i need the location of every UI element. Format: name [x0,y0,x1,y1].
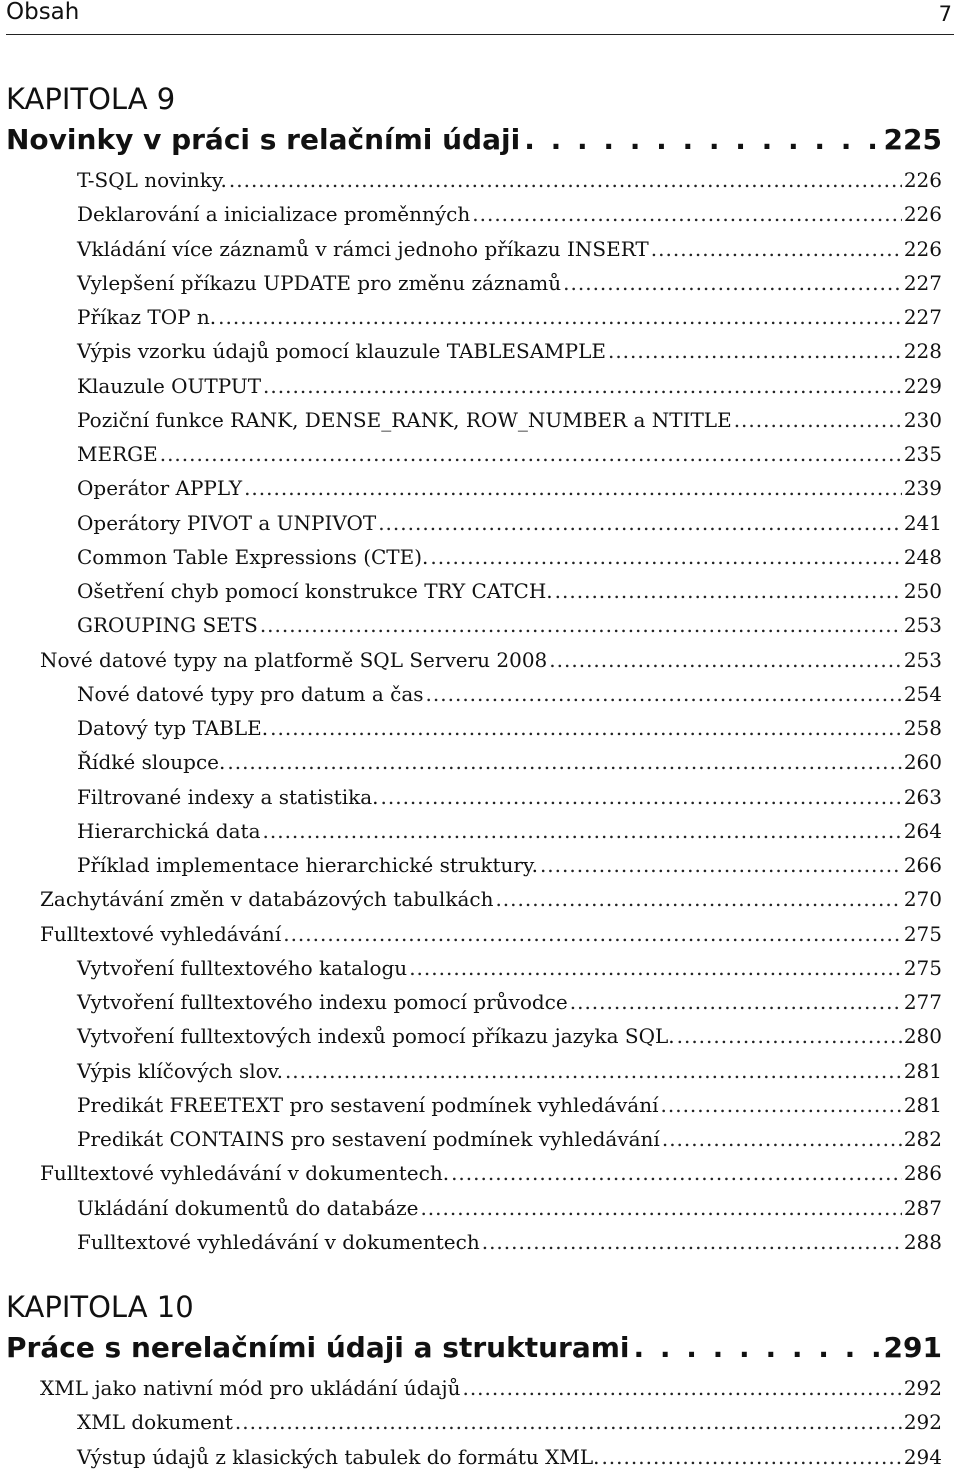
toc-entry-title: Příklad implementace hierarchické struktury. [77,853,538,877]
dot-leader [263,374,902,398]
toc-entry-title: Výstup údajů z klasických tabulek do formátu XML. [77,1444,600,1469]
toc-entry[interactable] [77,476,942,506]
toc-entry-page: 270 [903,887,942,912]
toc-entry-page: 254 [903,681,942,706]
toc-entry[interactable] [77,853,942,883]
toc-entry-title: Řídké sloupce. [77,750,226,775]
toc-entry-page: 229 [903,373,942,398]
page-header [0,0,960,36]
dot-leader [540,853,902,877]
dot-leader [430,545,901,569]
toc-entry[interactable] [77,785,942,815]
toc-entry-title: Klauzule OUTPUT [77,373,262,398]
toc-entry-title: Deklarování a inicializace proměnných [77,202,471,227]
toc-entry-title: Zachytávání změn v databázových tabulkách [40,887,494,912]
toc-entry[interactable] [77,168,942,198]
toc-entry-title: Datový typ TABLE. [77,716,269,740]
toc-entry[interactable] [40,1161,942,1191]
dot-leader [227,750,901,774]
toc-entry-page: 226 [903,202,942,227]
dot-leader [563,271,902,295]
toc-entry[interactable] [77,237,942,267]
dot-leader [420,1196,901,1220]
dot-leader [426,682,902,706]
dot-leader [218,305,902,329]
chapter-title-row[interactable] [6,123,942,163]
dot-leader [229,168,902,192]
toc-entry-title: Fulltextové vyhledávání v dokumentech. [40,1161,450,1186]
toc-entry-page: 281 [903,1092,942,1117]
toc-entry-page: 253 [903,613,942,638]
toc-entry-title: Ukládání dokumentů do databáze [77,1195,419,1220]
toc-entry-page: 248 [903,544,942,569]
toc-entry-title: Fulltextové vyhledávání [40,921,282,946]
toc-entry[interactable] [40,887,942,917]
dot-leader [409,956,902,980]
chapter-title: Práce s nerelačními údaji a strukturami [6,1331,630,1364]
toc-entry[interactable] [77,1230,942,1260]
toc-entry-title: Vylepšení příkazu UPDATE pro změnu záznamů [77,270,562,295]
toc-entry-title: Predikát FREETEXT pro sestavení podmínek vyhledávání [77,1092,659,1117]
toc-entry[interactable] [40,648,942,678]
dot-leader [270,716,902,740]
dot-leader [263,819,902,843]
toc-entry-page: 258 [903,716,942,740]
toc-entry-title: Operátory PIVOT a UNPIVOT [77,510,377,535]
toc-entry[interactable] [77,990,942,1020]
toc-entry-title: Nové datové typy pro datum a čas [77,681,424,706]
dot-leader [524,123,879,156]
toc-entry[interactable] [77,1127,942,1157]
dot-leader [160,442,902,466]
chapter-page-number: 225 [883,123,942,156]
toc-entry[interactable] [77,1196,942,1226]
dot-leader [634,1331,880,1364]
toc-entry[interactable] [77,1445,942,1475]
toc-entry-page: 230 [903,407,942,432]
dot-leader [734,408,902,432]
toc-entry[interactable] [77,579,942,609]
dot-leader [451,1161,902,1185]
toc-entry-page: 282 [903,1127,942,1151]
chapter-label: KAPITOLA 9 [6,82,176,116]
toc-entry-page: 253 [903,647,942,672]
dot-leader [495,887,901,911]
toc-entry-page: 241 [903,510,942,535]
toc-entry-title: Operátor APPLY [77,476,243,501]
dot-leader [472,202,902,226]
toc-entry-title: Poziční funkce RANK, DENSE_RANK, ROW_NUMBER a NTITLE [77,407,732,432]
toc-entry[interactable] [77,819,942,849]
toc-entry[interactable] [77,750,942,780]
toc-entry-page: 227 [903,305,942,329]
toc-entry-page: 275 [903,955,942,980]
dot-leader [235,1410,902,1434]
toc-entry-title: Filtrované indexy a statistika. [77,784,379,809]
toc-entry-page: 275 [903,921,942,946]
dot-leader [244,476,902,500]
dot-leader [677,1024,902,1048]
toc-entry-title: Predikát CONTAINS pro sestavení podmínek vyhledávání [77,1127,660,1151]
toc-entry-page: 227 [903,270,942,295]
dot-leader [378,511,902,535]
toc-entry-title: XML jako nativní mód pro ukládání údajů [40,1376,461,1400]
toc-entry-title: GROUPING SETS [77,613,258,638]
toc-entry-page: 292 [903,1376,942,1400]
toc-entry-title: XML dokument [77,1410,233,1435]
dot-leader [661,1093,902,1117]
toc-entry-page: 226 [903,236,942,261]
dot-leader [662,1127,902,1151]
dot-leader [549,648,902,672]
toc-entry-page: 281 [903,1058,942,1083]
toc-entry-title: Hierarchická data [77,818,261,843]
page-number: 7 [938,2,952,26]
dot-leader [601,1445,901,1469]
toc-entry[interactable] [77,271,942,301]
toc-entry-title: Fulltextové vyhledávání v dokumentech [77,1229,480,1254]
toc-entry[interactable] [77,1059,942,1089]
toc-entry-page: 226 [903,168,942,192]
toc-entry[interactable] [77,613,942,643]
toc-entry-page: 277 [903,990,942,1014]
toc-entry[interactable] [40,1376,942,1406]
toc-entry[interactable] [77,545,942,575]
toc-entry-title: Nové datové typy na platformě SQL Serveru 2008 [40,647,548,672]
toc-entry-page: 288 [903,1229,942,1254]
toc-entry-page: 260 [903,750,942,775]
toc-entry-title: Příkaz TOP n. [77,305,217,329]
toc-entry[interactable] [77,408,942,438]
toc-entry[interactable] [77,202,942,232]
toc-entry-page: 266 [903,853,942,877]
toc-entry[interactable] [77,1024,942,1054]
toc-entry-title: Výpis vzorku údajů pomocí klauzule TABLESAMPLE [77,339,606,364]
toc-entry[interactable] [77,374,942,404]
toc-entry-title: MERGE [77,442,158,466]
chapter-title-row[interactable] [6,1331,942,1371]
toc-entry-page: 287 [903,1195,942,1220]
toc-entry-title: Výpis klíčových slov. [77,1058,283,1083]
toc-entry-page: 286 [903,1161,942,1186]
chapter-title: Novinky v práci s relačními údaji [6,123,521,156]
header-title: Obsah [6,0,80,25]
chapter-label: KAPITOLA 10 [6,1290,194,1324]
dot-leader [555,579,902,603]
dot-leader [482,1230,902,1254]
dot-leader [283,922,902,946]
toc-entry-page: 228 [903,339,942,364]
toc-entry-title: Vytvoření fulltextového indexu pomocí průvodce [77,990,568,1014]
dot-leader [651,237,902,261]
toc-entry-page: 250 [903,579,942,603]
header-rule [6,34,954,35]
chapter-page-number: 291 [883,1331,942,1364]
toc-entry[interactable] [77,442,942,472]
toc-entry-title: Common Table Expressions (CTE). [77,544,429,569]
dot-leader [260,613,902,637]
dot-leader [462,1376,901,1400]
toc-entry-page: 264 [903,818,942,843]
toc-entry[interactable] [77,305,942,335]
toc-entry[interactable] [77,716,942,746]
toc-entry[interactable] [77,339,942,369]
toc-entry-page: 280 [903,1024,942,1049]
toc-entry[interactable] [77,682,942,712]
toc-entry-title: Ošetření chyb pomocí konstrukce TRY CATCH. [77,579,553,603]
toc-entry-page: 235 [903,442,942,466]
toc-entry-title: Vytvoření fulltextového katalogu [77,955,408,980]
dot-leader [285,1059,902,1083]
toc-entry-page: 292 [903,1410,942,1435]
toc-entry-title: Vkládání více záznamů v rámci jednoho příkazu INSERT [77,236,649,261]
toc-entry-title: Vytvoření fulltextových indexů pomocí příkazu jazyka SQL. [77,1024,675,1049]
toc-entry-page: 294 [903,1444,942,1469]
toc-entry[interactable] [77,511,942,541]
toc-entry[interactable] [77,1410,942,1440]
toc-entry-page: 239 [903,476,942,501]
dot-leader [381,785,902,809]
toc-entry[interactable] [77,956,942,986]
toc-entry[interactable] [77,1093,942,1123]
toc-entry[interactable] [40,922,942,952]
toc-entry-title: T-SQL novinky. [77,168,227,192]
dot-leader [570,990,902,1014]
dot-leader [608,339,902,363]
toc-entry-page: 263 [903,784,942,809]
